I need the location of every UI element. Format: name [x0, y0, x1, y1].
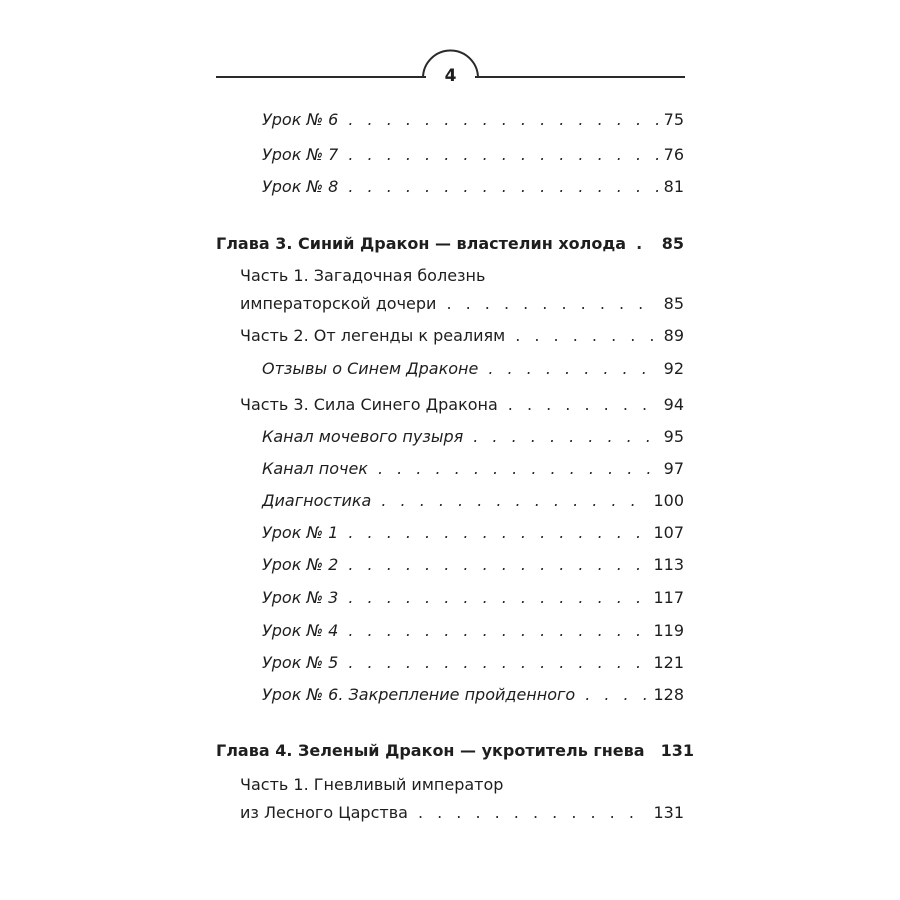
toc-entry[interactable]	[262, 355, 684, 383]
toc-entry-title: Урок № 5	[262, 653, 339, 672]
toc-entry-title: Урок № 8	[262, 177, 339, 196]
toc-entry[interactable]	[262, 173, 684, 201]
toc-chapter[interactable]	[216, 737, 694, 765]
toc-entry-page: 121	[653, 653, 684, 672]
dot-leader	[378, 455, 658, 483]
toc-part-title: из Лесного Царства	[240, 803, 408, 822]
dot-leader	[348, 106, 657, 134]
toc-entry-title: Урок № 3	[262, 588, 339, 607]
toc-entry-title: Урок № 7	[262, 145, 339, 164]
toc-entry-page: 76	[663, 145, 684, 164]
toc-chapter[interactable]	[216, 230, 684, 258]
toc-entry[interactable]	[262, 487, 684, 515]
toc-entry-page: 95	[663, 427, 684, 446]
toc-entry[interactable]	[262, 617, 684, 645]
toc-entry-page: 113	[653, 555, 684, 574]
toc-chapter-title: Глава 3. Синий Дракон — властелин холода	[216, 234, 627, 253]
toc-entry-page: 81	[663, 177, 684, 196]
toc-entry-page: 97	[663, 459, 684, 478]
toc-entry-title: Урок № 6	[262, 110, 339, 129]
dot-leader	[515, 322, 657, 350]
toc-entry-page: 128	[653, 685, 684, 704]
toc-chapter-page: 131	[660, 741, 694, 760]
toc-chapter-page: 85	[661, 234, 684, 253]
dot-leader	[473, 423, 657, 451]
toc-entry-title: Урок № 4	[262, 621, 339, 640]
toc-entry-title: Урок № 2	[262, 555, 339, 574]
toc-part-page: 131	[653, 803, 684, 822]
dot-leader	[585, 681, 647, 709]
dot-leader	[446, 290, 657, 318]
toc-entry-title: Урок № 1	[262, 523, 339, 542]
toc-entry[interactable]	[262, 584, 684, 612]
toc-part-title: Часть 3. Сила Синего Дракона	[240, 395, 498, 414]
toc-part-title: Часть 2. От легенды к реалиям	[240, 326, 506, 345]
dot-leader	[348, 141, 657, 169]
toc-entry-title: Диагностика	[262, 491, 372, 510]
toc-chapter-title: Глава 4. Зеленый Дракон — укротитель гнева	[216, 741, 645, 760]
dot-leader	[488, 355, 657, 383]
toc-entry-page: 100	[653, 491, 684, 510]
dot-leader	[348, 551, 647, 579]
toc-entry-title: Отзывы о Синем Драконе	[262, 359, 479, 378]
toc-entry[interactable]	[262, 455, 684, 483]
toc-part[interactable]	[240, 391, 684, 419]
dot-leader	[348, 519, 647, 547]
page-number: 4	[444, 66, 457, 86]
toc-entry-page: 119	[653, 621, 684, 640]
toc-entry[interactable]	[262, 681, 684, 709]
toc-entry-title: Урок № 6. Закрепление пройденного	[262, 685, 576, 704]
toc-entry-page: 92	[663, 359, 684, 378]
toc-entry-title: Канал мочевого пузыря	[262, 427, 464, 446]
toc-entry[interactable]	[262, 106, 684, 134]
toc-part-page: 94	[663, 395, 684, 414]
dot-leader	[636, 230, 656, 258]
toc-part[interactable]	[240, 771, 684, 827]
dot-leader	[348, 649, 647, 677]
dot-leader	[508, 391, 658, 419]
toc-part-title-line1: Часть 1. Гневливый император	[240, 775, 504, 794]
toc-entry[interactable]	[262, 649, 684, 677]
dot-leader	[381, 487, 647, 515]
toc-part-title-line1: Часть 1. Загадочная болезнь	[240, 266, 486, 285]
dot-leader	[418, 799, 648, 827]
toc-part[interactable]	[240, 322, 684, 350]
dot-leader	[348, 584, 647, 612]
toc-entry-title: Канал почек	[262, 459, 368, 478]
dot-leader	[348, 617, 647, 645]
dot-leader	[348, 173, 657, 201]
toc-entry-page: 117	[653, 588, 684, 607]
toc-part-page: 89	[663, 326, 684, 345]
toc-part-page: 85	[663, 294, 684, 313]
toc-part[interactable]	[240, 262, 684, 318]
toc-entry[interactable]	[262, 423, 684, 451]
toc-entry-page: 75	[663, 110, 684, 129]
toc-entry[interactable]	[262, 519, 684, 547]
toc-entry[interactable]	[262, 141, 684, 169]
toc-entry-page: 107	[653, 523, 684, 542]
toc-entry[interactable]	[262, 551, 684, 579]
toc-part-title: императорской дочери	[240, 294, 437, 313]
